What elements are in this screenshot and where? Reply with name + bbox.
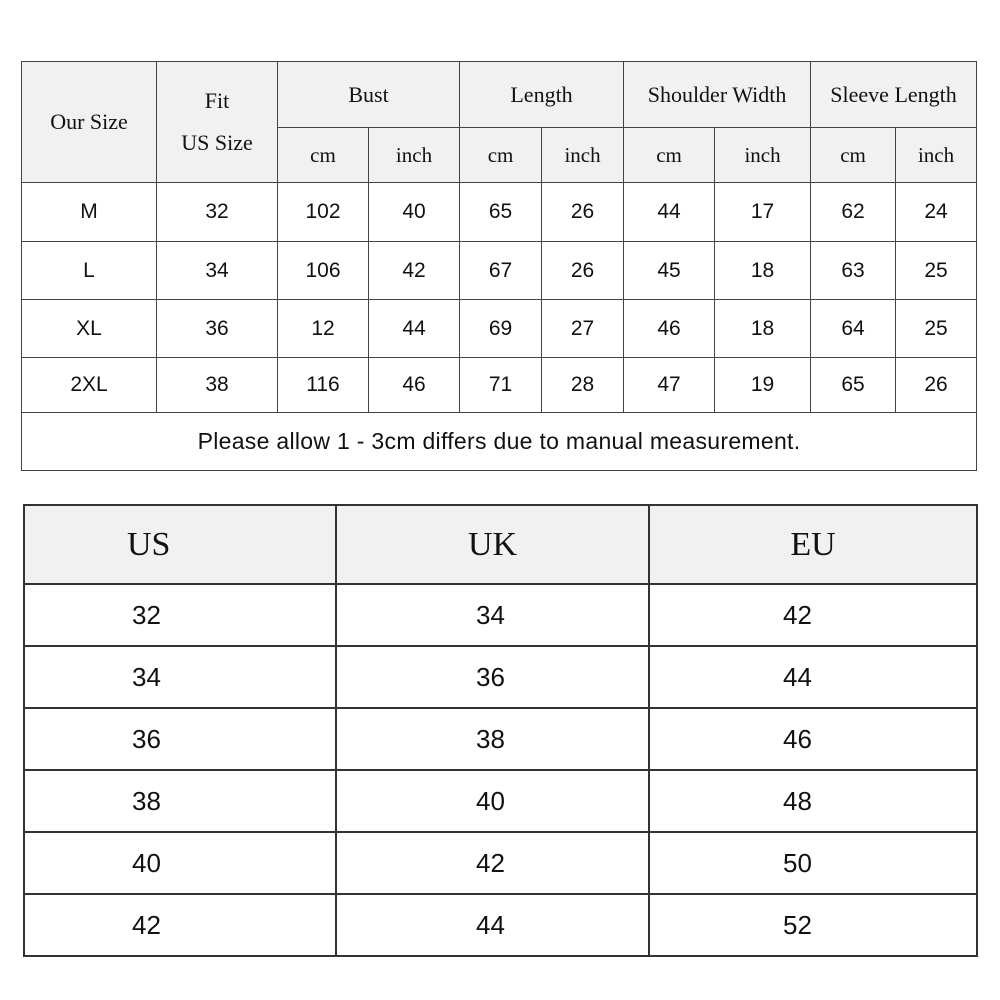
cell-size: 2XL <box>22 358 157 413</box>
table-row <box>22 242 977 300</box>
cell-bust-cm: 106 <box>278 242 369 300</box>
table-row <box>24 708 977 770</box>
cell-us: 38 <box>24 770 336 832</box>
size-conversion-table <box>23 504 978 957</box>
header-uk: UK <box>336 505 649 584</box>
cell-sleeve-cm: 62 <box>811 183 896 242</box>
cell-length-cm: 65 <box>460 183 542 242</box>
cell-uk: 42 <box>336 832 649 894</box>
unit-bust-cm: cm <box>278 128 369 183</box>
cell-length-cm: 69 <box>460 300 542 358</box>
cell-shoulder-cm: 46 <box>624 300 715 358</box>
cell-uk: 40 <box>336 770 649 832</box>
table-row <box>24 770 977 832</box>
cell-fit: 32 <box>157 183 278 242</box>
cell-us: 42 <box>24 894 336 956</box>
cell-us: 40 <box>24 832 336 894</box>
header-fit-us-size <box>157 62 278 183</box>
table-row <box>24 894 977 956</box>
cell-shoulder-cm: 44 <box>624 183 715 242</box>
cell-length-inch: 26 <box>542 183 624 242</box>
unit-length-inch: inch <box>542 128 624 183</box>
cell-uk: 38 <box>336 708 649 770</box>
unit-shoulder-inch: inch <box>715 128 811 183</box>
cell-shoulder-inch: 18 <box>715 300 811 358</box>
cell-shoulder-cm: 45 <box>624 242 715 300</box>
cell-bust-cm: 12 <box>278 300 369 358</box>
cell-length-cm: 67 <box>460 242 542 300</box>
table-row <box>24 584 977 646</box>
conversion-header <box>24 505 977 584</box>
cell-sleeve-cm: 64 <box>811 300 896 358</box>
cell-bust-inch: 46 <box>369 358 460 413</box>
cell-us: 34 <box>24 646 336 708</box>
cell-sleeve-inch: 25 <box>896 242 977 300</box>
cell-fit: 38 <box>157 358 278 413</box>
cell-shoulder-cm: 47 <box>624 358 715 413</box>
cell-size: M <box>22 183 157 242</box>
cell-uk: 36 <box>336 646 649 708</box>
measurement-note: Please allow 1 - 3cm differs due to manual measurement. <box>22 413 977 471</box>
cell-sleeve-cm: 63 <box>811 242 896 300</box>
cell-length-cm: 71 <box>460 358 542 413</box>
cell-bust-cm: 102 <box>278 183 369 242</box>
cell-sleeve-inch: 24 <box>896 183 977 242</box>
cell-eu: 42 <box>649 584 977 646</box>
header-our-size: Our Size <box>22 62 157 183</box>
cell-sleeve-inch: 26 <box>896 358 977 413</box>
cell-eu: 50 <box>649 832 977 894</box>
table-row <box>22 300 977 358</box>
unit-length-cm: cm <box>460 128 542 183</box>
cell-shoulder-inch: 18 <box>715 242 811 300</box>
header-us: US <box>24 505 336 584</box>
unit-sleeve-cm: cm <box>811 128 896 183</box>
header-eu: EU <box>649 505 977 584</box>
header-fit-line2: US Size <box>181 130 253 155</box>
cell-uk: 44 <box>336 894 649 956</box>
cell-shoulder-inch: 19 <box>715 358 811 413</box>
table-row <box>22 358 977 413</box>
header-length: Length <box>460 62 624 128</box>
cell-length-inch: 26 <box>542 242 624 300</box>
header-shoulder-width: Shoulder Width <box>624 62 811 128</box>
cell-eu: 46 <box>649 708 977 770</box>
cell-eu: 44 <box>649 646 977 708</box>
cell-sleeve-inch: 25 <box>896 300 977 358</box>
cell-eu: 52 <box>649 894 977 956</box>
cell-length-inch: 28 <box>542 358 624 413</box>
cell-us: 36 <box>24 708 336 770</box>
cell-bust-cm: 116 <box>278 358 369 413</box>
unit-bust-inch: inch <box>369 128 460 183</box>
cell-us: 32 <box>24 584 336 646</box>
table-row <box>24 646 977 708</box>
cell-length-inch: 27 <box>542 300 624 358</box>
cell-bust-inch: 42 <box>369 242 460 300</box>
size-chart-header <box>22 62 977 183</box>
header-bust: Bust <box>278 62 460 128</box>
cell-fit: 36 <box>157 300 278 358</box>
header-sleeve-length: Sleeve Length <box>811 62 977 128</box>
header-fit-line1: Fit <box>204 88 230 113</box>
cell-uk: 34 <box>336 584 649 646</box>
note-row <box>22 413 977 471</box>
cell-size: XL <box>22 300 157 358</box>
size-chart-table <box>21 61 977 471</box>
cell-shoulder-inch: 17 <box>715 183 811 242</box>
cell-bust-inch: 40 <box>369 183 460 242</box>
table-row <box>22 183 977 242</box>
cell-eu: 48 <box>649 770 977 832</box>
unit-sleeve-inch: inch <box>896 128 977 183</box>
unit-shoulder-cm: cm <box>624 128 715 183</box>
cell-size: L <box>22 242 157 300</box>
cell-sleeve-cm: 65 <box>811 358 896 413</box>
cell-fit: 34 <box>157 242 278 300</box>
cell-bust-inch: 44 <box>369 300 460 358</box>
table-row <box>24 832 977 894</box>
